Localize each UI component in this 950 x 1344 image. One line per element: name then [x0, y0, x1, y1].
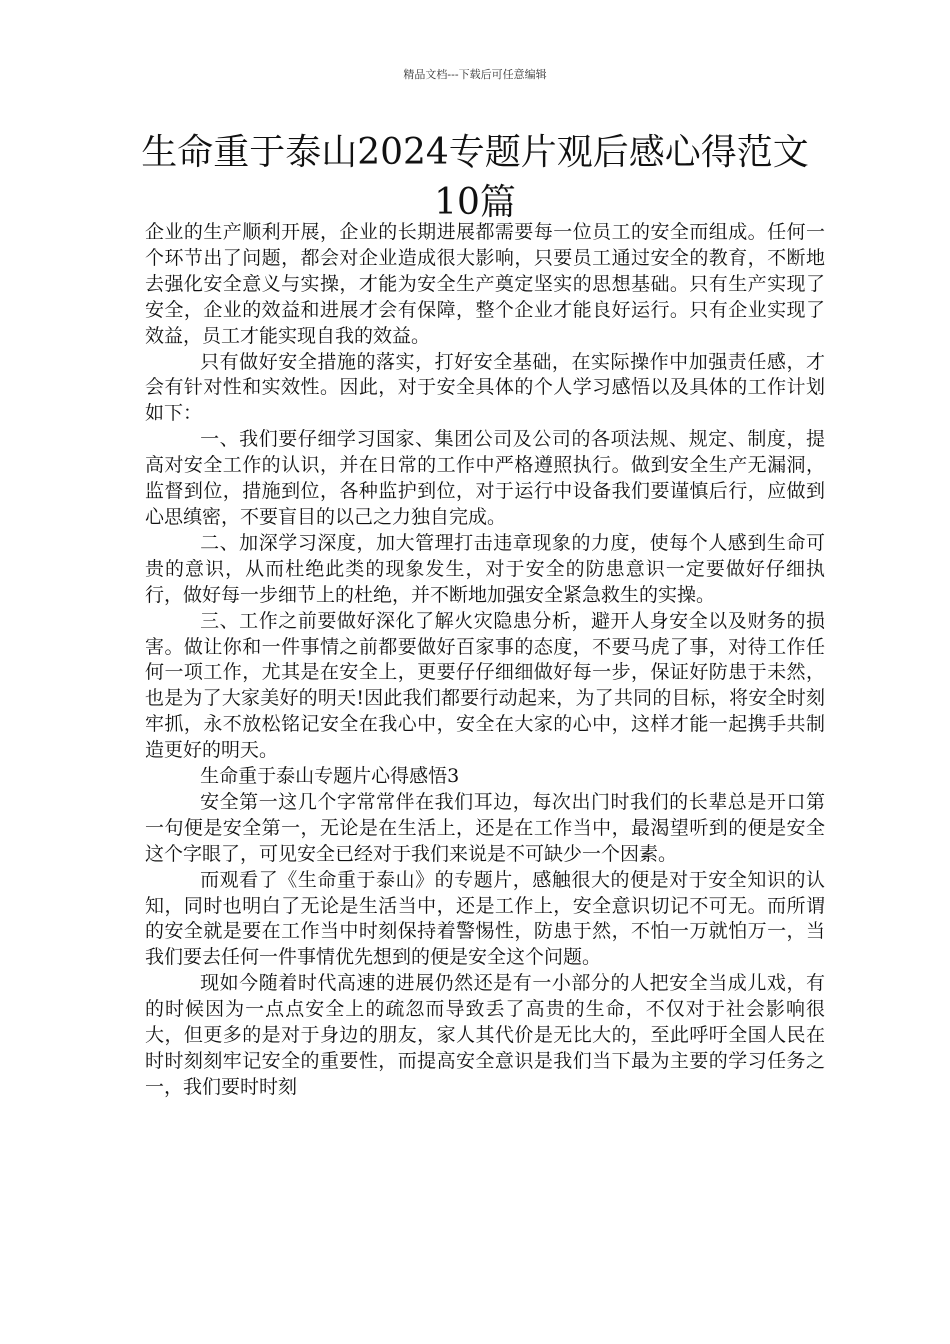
body-paragraph-3: 一、我们要仔细学习国家、集团公司及公司的各项法规、规定、制度，提高对安全工作的认识，并在日常的工作中严格遵照执行。做到安全生产无漏洞，监督到位，措施到位，各种监护到位，对于运行中设备我们要谨慎后行，应做到心思缜密，不要盲目的以己之力独自完成。 [145, 428, 825, 528]
document-body [145, 220, 825, 1101]
body-paragraph-7: 而观看了《生命重于泰山》的专题片，感触很大的便是对于安全知识的认知，同时也明白了无论是生活当中，还是工作上，安全意识切记不可无。而所谓的安全就是要在工作当中时刻保持着警惕性，防患于然，不怕一万就怕万一，当我们要去任何一件事情优先想到的便是安全这个问题。 [145, 868, 825, 969]
body-paragraph-5: 三、工作之前要做好深化了解火灾隐患分析，避开人身安全以及财务的损害。做让你和一件事情之前都要做好百家事的态度，不要马虎了事，对待工作任何一项工作，尤其是在安全上，更要仔仔细细做好每一步，保证好防患于未然，也是为了大家美好的明天!因此我们都要行动起来，为了共同的目标，将安全时刻牢抓，永不放松铭记安全在我心中，安全在大家的心中，这样才能一起携手共制造更好的明天。 [145, 609, 825, 762]
document-title: 生命重于泰山2024专题片观后感心得范文10篇 [141, 132, 809, 223]
page-header-note: 精品文档---下载后可任意编辑 [403, 68, 547, 81]
body-paragraph-8: 现如今随着时代高速的进展仍然还是有一小部分的人把安全当成儿戏，有的时候因为一点点安全上的疏忽而导致丢了高贵的生命，不仅对于社会影响很大，但更多的是对于身边的朋友，家人其代价是无比大的，至此呼吁全国人民在时时刻刻牢记安全的重要性，而提高安全意识是我们当下最为主要的学习任务之一，我们要时时刻 [145, 972, 825, 1098]
body-paragraph-1: 企业的生产顺利开展，企业的长期进展都需要每一位员工的安全而组成。任何一个环节出了问题，都会对企业造成很大影响，只要员工通过安全的教育，不断地去强化安全意义与实操，才能为安全生产奠定坚实的思想基础。只有生产实现了安全，企业的效益和进展才会有保障，整个企业才能良好运行。只有企业实现了效益，员工才能实现自我的效益。 [145, 221, 825, 347]
body-paragraph-6: 安全第一这几个字常常伴在我们耳边，每次出门时我们的长辈总是开口第一句便是安全第一，无论是在生活上，还是在工作当中，最渴望听到的便是安全这个字眼了，可见安全已经对于我们来说是不可缺少一个因素。 [145, 790, 825, 865]
body-paragraph-2: 只有做好安全措施的落实，打好安全基础，在实际操作中加强责任感，才会有针对性和实效性。因此，对于安全具体的个人学习感悟以及具体的工作计划如下： [145, 350, 825, 425]
body-paragraph-4: 二、加深学习深度，加大管理打击违章现象的力度，使每个人感到生命可贵的意识，从而杜绝此类的现象发生，对于安全的防患意识一定要做好仔细执行，做好每一步细节上的杜绝，并不断地加强安全紧急救生的实操。 [145, 531, 825, 606]
section-heading: 生命重于泰山专题片心得感悟3 [200, 765, 460, 788]
